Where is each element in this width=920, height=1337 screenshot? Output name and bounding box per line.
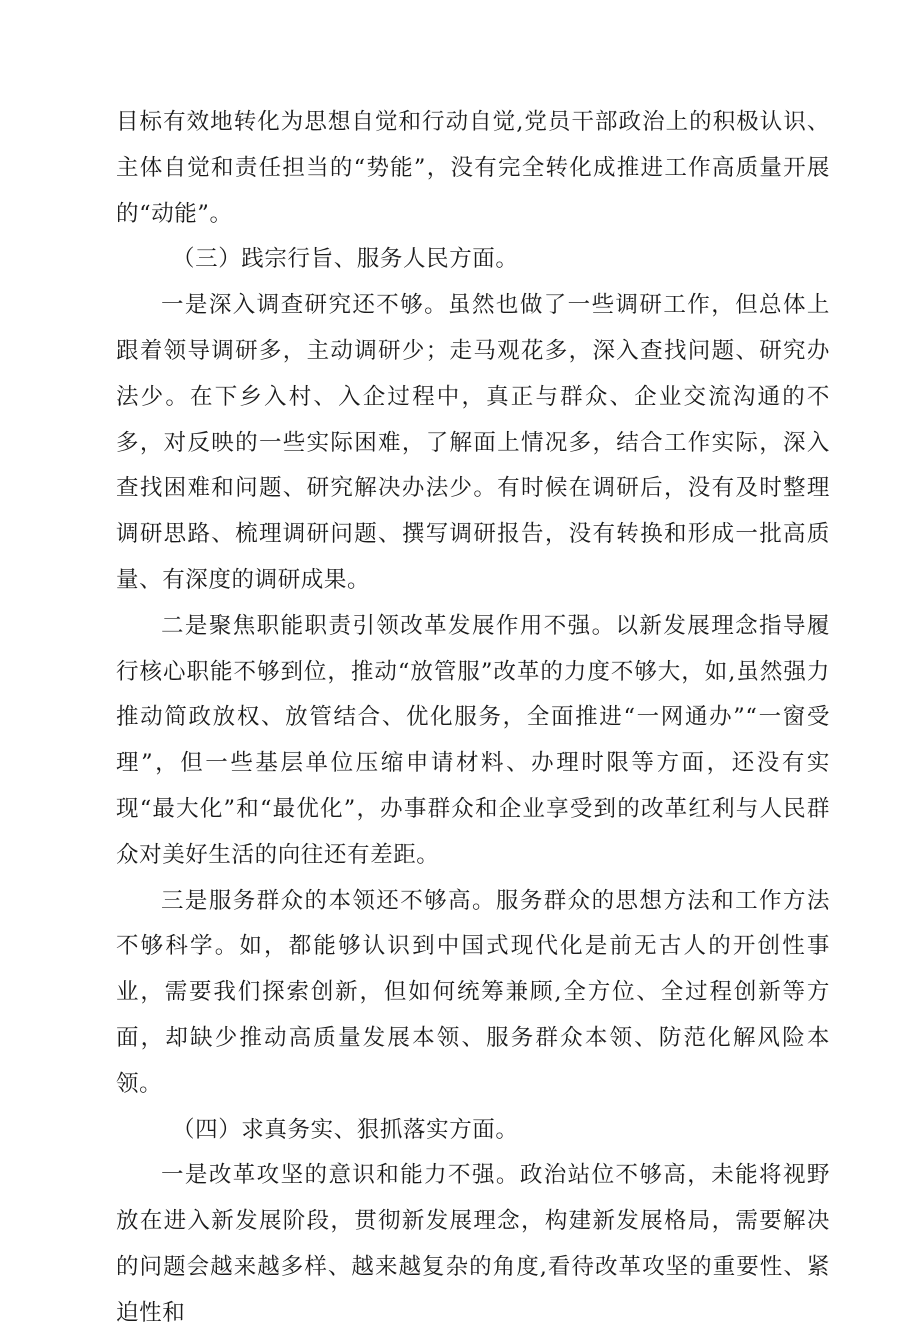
section-heading-four: （四）求真务实、狠抓落实方面。	[172, 1116, 519, 1143]
paragraph-reform-awareness: 一是改革攻坚的意识和能力不强。政治站位不够高，未能将视野放在进入新发展阶段，贯彻新发展理念，构建新发展格局，需要解决的问题会越来越多样、越来越复杂的角度,看待改革攻坚的重要性、紧迫性和	[116, 1162, 830, 1326]
paragraph-continuation: 目标有效地转化为思想自觉和行动自觉,党员干部政治上的积极认识、主体自觉和责任担当的“势能”，没有完全转化成推进工作高质量开展的“动能”。	[116, 109, 830, 227]
paragraph-research: 一是深入调查研究还不够。虽然也做了一些调研工作，但总体上跟着领导调研多，主动调研少；走马观花多，深入查找问题、研究办法少。在下乡入村、入企过程中，真正与群众、企业交流沟通的不多，对反映的一些实际困难，了解面上情况多，结合工作实际，深入查找困难和问题、研究解决办法少。有时候在调研后，没有及时整理调研思路、梳理调研问题、撰写调研报告，没有转换和形成一批高质量、有深度的调研成果。	[116, 292, 830, 593]
document-page	[116, 100, 830, 1337]
paragraph-reform-role: 二是聚焦职能职责引领改革发展作用不强。以新发展理念指导履行核心职能不够到位，推动“放管服”改革的力度不够大，如,虽然强力推动简政放权、放管结合、优化服务，全面推进“一网通办”“一窗受理”，但一些基层单位压缩申请材料、办理时限等方面，还没有实现“最大化”和“最优化”，办事群众和企业享受到的改革红利与人民群众对美好生活的向往还有差距。	[116, 612, 830, 868]
section-heading-three: （三）践宗行旨、服务人民方面。	[172, 246, 519, 273]
paragraph-service-ability: 三是服务群众的本领还不够高。服务群众的思想方法和工作方法不够科学。如，都能够认识到中国式现代化是前无古人的开创性事业，需要我们探索创新，但如何统筹兼顾,全方位、全过程创新等方面，却缺少推动高质量发展本领、服务群众本领、防范化解风险本领。	[116, 887, 830, 1097]
